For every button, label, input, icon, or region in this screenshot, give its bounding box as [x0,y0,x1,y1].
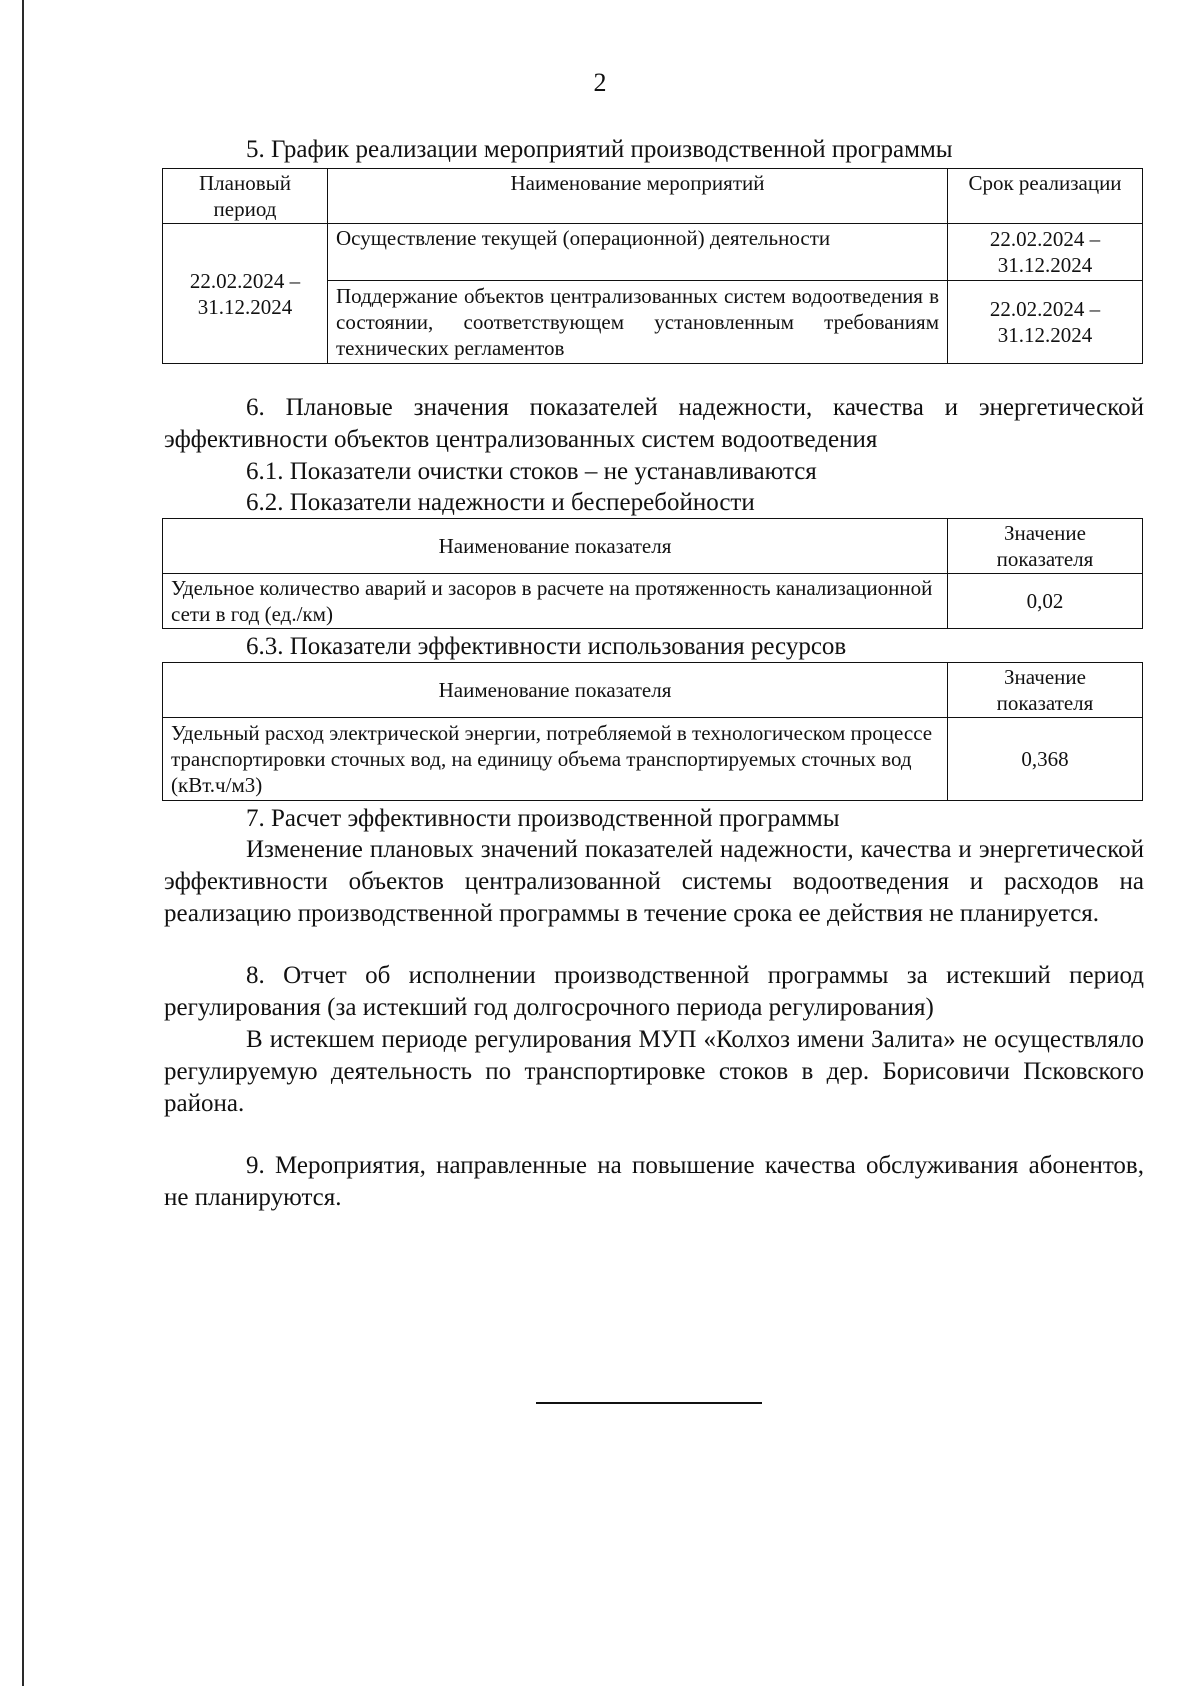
header-period: Плановый период [163,169,328,224]
table-row [163,224,1143,281]
section-5-title: 5. График реализации мероприятий производственной программы [246,136,953,163]
table-row [163,718,1143,801]
header-indicator-value: Значение показателя [948,519,1143,574]
indicator-value: 0,368 [948,718,1143,801]
efficiency-table [162,662,1143,801]
section-7-text: Изменение плановых значений показателей надежности, качества и энергетической эффективности объектов централизованной системы водоотведения и расходов на реализацию производственной программы в течение срока ее действия не планируется. [164,836,1144,927]
header-indicator-name: Наименование показателя [163,519,948,574]
section-6-2: 6.2. Показатели надежности и бесперебойности [246,489,755,516]
indicator-name: Удельное количество аварий и засоров в расчете на протяженность канализационной сети в год (ед./км) [163,574,948,629]
section-6-title: 6. Плановые значения показателей надежности, качества и энергетической эффективности объектов централизованных систем водоотведения [164,394,1144,453]
scan-edge-line [22,0,24,1686]
header-name: Наименование мероприятий [328,169,948,224]
header-term: Срок реализации [948,169,1143,224]
page-number: 2 [593,68,607,97]
reliability-table [162,518,1143,629]
plan-period-cell: 22.02.2024 – 31.12.2024 [163,224,328,364]
closing-separator-line [536,1402,762,1404]
reliability-table-header [163,519,1143,574]
header-indicator-name: Наименование показателя [163,663,948,718]
section-7-title: 7. Расчет эффективности производственной программы [246,805,840,832]
section-8-title: 8. Отчет об исполнении производственной программы за истекший период регулирования (за истекший год долгосрочного периода регулирования) [164,962,1144,1021]
activity-name: Поддержание объектов централизованных систем водоотведения в состоянии, соответствующем установленным требованиям технических регламентов [328,281,948,364]
document-body [164,134,1144,1214]
activity-name: Осуществление текущей (операционной) деятельности [328,224,948,281]
efficiency-table-header [163,663,1143,718]
section-6-3: 6.3. Показатели эффективности использования ресурсов [246,633,847,660]
section-8-text: В истекшем периоде регулирования МУП «Колхоз имени Залита» не осуществляло регулируемую деятельность по транспортировке стоков в дер. Борисовичи Псковского района. [164,1026,1144,1117]
section-6-1: 6.1. Показатели очистки стоков – не устанавливаются [246,458,817,485]
activity-term: 22.02.2024 – 31.12.2024 [948,224,1143,281]
activity-term: 22.02.2024 – 31.12.2024 [948,281,1143,364]
section-9-text: 9. Мероприятия, направленные на повышение качества обслуживания абонентов, не планируются. [164,1152,1144,1211]
indicator-value: 0,02 [948,574,1143,629]
schedule-table-header [163,169,1143,224]
header-indicator-value: Значение показателя [948,663,1143,718]
table-row [163,574,1143,629]
indicator-name: Удельный расход электрической энергии, потребляемой в технологическом процессе транспортировки сточных вод, на единицу объема транспортируемых сточных вод (кВт.ч/м3) [163,718,948,801]
schedule-table [162,168,1143,364]
